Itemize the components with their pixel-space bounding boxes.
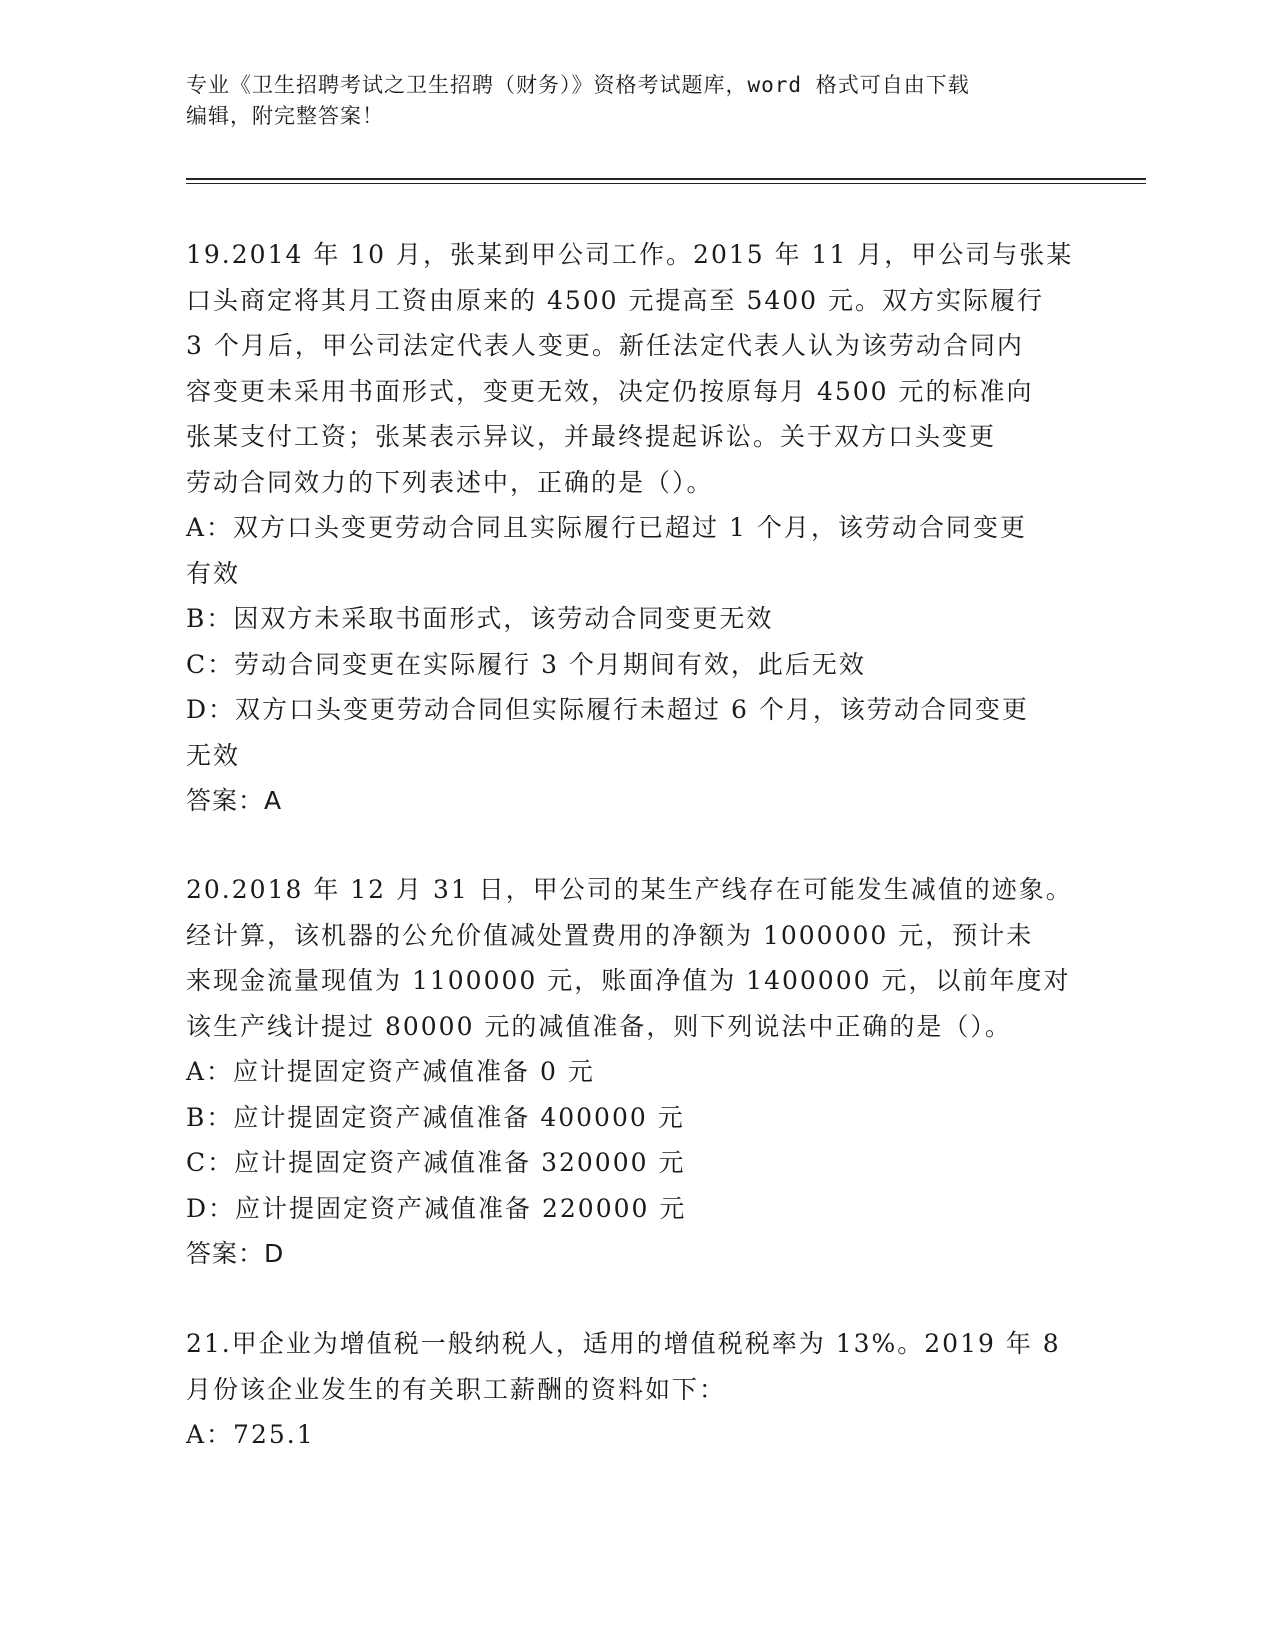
- question-stem-line: 21.甲企业为增值税一般纳税人，适用的增值税税率为 13%。2019 年 8: [186, 1329, 1061, 1358]
- question-stem-line: 3 个月后，甲公司法定代表人变更。新任法定代表人认为该劳动合同内: [186, 331, 1024, 360]
- option-a: A：应计提固定资产减值准备 0 元: [186, 1057, 595, 1086]
- question-stem-line: 容变更未采用书面形式，变更无效，决定仍按原每月 4500 元的标准向: [186, 376, 1034, 406]
- question-stem-line: 来现金流量现值为 1100000 元，账面净值为 1400000 元，以前年度对: [186, 966, 1071, 995]
- question-stem-line: 月份该企业发生的有关职工薪酬的资料如下：: [186, 1374, 727, 1404]
- header-line-2: 编辑，附完整答案！: [186, 104, 384, 128]
- option-a: A：725.1: [186, 1420, 315, 1449]
- question-stem-line: 20.2018 年 12 月 31 日，甲公司的某生产线存在可能发生减值的迹象。: [186, 875, 1073, 904]
- option-d-continued: 无效: [186, 740, 241, 770]
- option-b: B：应计提固定资产减值准备 400000 元: [186, 1102, 685, 1132]
- header-divider-thin: [186, 183, 1146, 184]
- answer-label: 答案：D: [186, 1239, 285, 1268]
- header-line-1: 专业《卫生招聘考试之卫生招聘（财务）》资格考试题库，word 格式可自由下载: [186, 73, 970, 97]
- option-a: A：双方口头变更劳动合同且实际履行已超过 1 个月，该劳动合同变更: [186, 513, 1027, 542]
- question-stem-line: 19.2014 年 10 月，张某到甲公司工作。2015 年 11 月，甲公司与张某: [186, 240, 1074, 269]
- option-b: B：因双方未采取书面形式，该劳动合同变更无效: [186, 604, 774, 633]
- question-stem-line: 口头商定将其月工资由原来的 4500 元提高至 5400 元。双方实际履行: [186, 285, 1045, 315]
- question-19: [186, 232, 1086, 824]
- header-divider-thick: [186, 178, 1146, 180]
- question-stem-line: 该生产线计提过 80000 元的减值准备，则下列说法中正确的是（）。: [186, 1011, 1012, 1041]
- option-c: C：应计提固定资产减值准备 320000 元: [186, 1148, 686, 1177]
- question-20: [186, 867, 1086, 1277]
- document-header: [186, 70, 1086, 132]
- question-stem-line: 劳动合同效力的下列表述中，正确的是（）。: [186, 467, 714, 497]
- option-c: C：劳动合同变更在实际履行 3 个月期间有效，此后无效: [186, 649, 866, 679]
- option-d: D：双方口头变更劳动合同但实际履行未超过 6 个月，该劳动合同变更: [186, 695, 1029, 724]
- question-stem-line: 经计算，该机器的公允价值减处置费用的净额为 1000000 元，预计未: [186, 920, 1034, 950]
- option-a-continued: 有效: [186, 558, 241, 588]
- option-d: D：应计提固定资产减值准备 220000 元: [186, 1193, 687, 1223]
- question-stem-line: 张某支付工资；张某表示异议，并最终提起诉讼。关于双方口头变更: [186, 422, 997, 451]
- question-21: [186, 1321, 1086, 1458]
- answer-label: 答案：A: [186, 786, 283, 815]
